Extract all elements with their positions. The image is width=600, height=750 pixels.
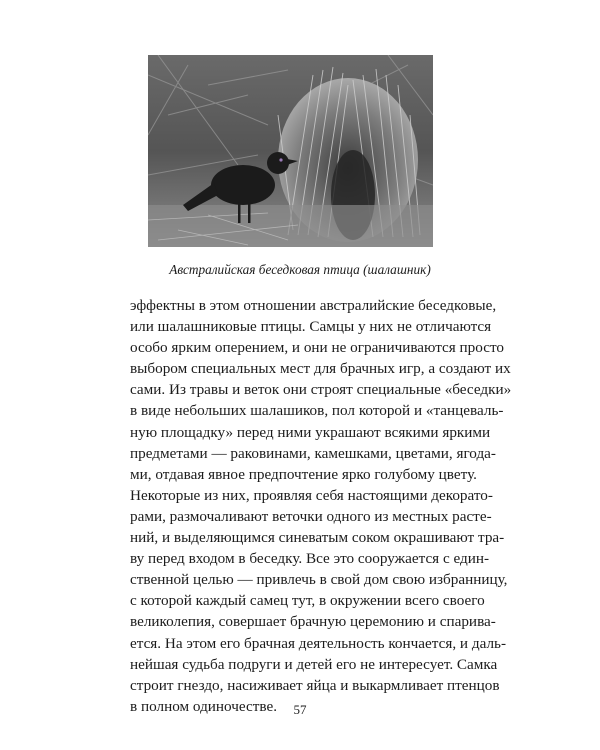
- body-paragraph: [130, 295, 512, 717]
- text-line: эффектны в этом отношении австралийские беседковые,: [130, 297, 497, 314]
- bowerbird-photo: [148, 55, 433, 247]
- text-line: выбором специальных мест для брачных игр, а создают их: [130, 360, 511, 378]
- text-line: рами, размочаливают веточки одного из местных расте-: [130, 507, 492, 525]
- text-line: ется. На этом его брачная деятельность кончается, и даль-: [130, 634, 507, 652]
- text-line: особо ярким оперением, и они не ограничиваются просто: [130, 339, 504, 357]
- text-line: ву перед входом в беседку. Все это сооружается с един-: [130, 550, 490, 568]
- text-line: нейшая судьба подруги и детей его не интересует. Самка: [130, 655, 498, 673]
- text-line: предметами — раковинами, камешками, цветами, ягода-: [130, 444, 496, 462]
- page-number: 57: [293, 702, 307, 717]
- text-line: или шалашниковые птицы. Самцы у них не отличаются: [130, 318, 492, 336]
- text-line: ний, и выделяющимся синеватым соком окрашивают тра-: [130, 529, 505, 547]
- bowerbird-photo-illustration: [148, 55, 433, 247]
- text-line: ми, отдавая явное предпочтение ярко голубому цвету.: [130, 465, 477, 483]
- text-line: Некоторые из них, проявляя себя настоящими декорато-: [130, 486, 493, 504]
- text-line: в виде небольших шалашиков, пол которой и «танцеваль-: [130, 402, 504, 420]
- text-line: с которой каждый самец тут, в окружении всего своего: [130, 592, 485, 610]
- text-line: сами. Из травы и веток они строят специальные «беседки»: [130, 381, 512, 399]
- text-line: строит гнездо, насиживает яйца и выкармливает птенцов: [130, 676, 500, 694]
- text-line: в полном одиночестве.: [130, 697, 278, 715]
- text-line: ственной целью — привлечь в свой дом свою избранницу,: [130, 571, 508, 589]
- text-line: великолепия, совершает брачную церемонию и спарива-: [130, 613, 496, 631]
- figure-caption: Австралийская беседковая птица (шалашник): [169, 262, 431, 277]
- text-line: ную площадку» перед ними украшают всякими яркими: [130, 423, 491, 441]
